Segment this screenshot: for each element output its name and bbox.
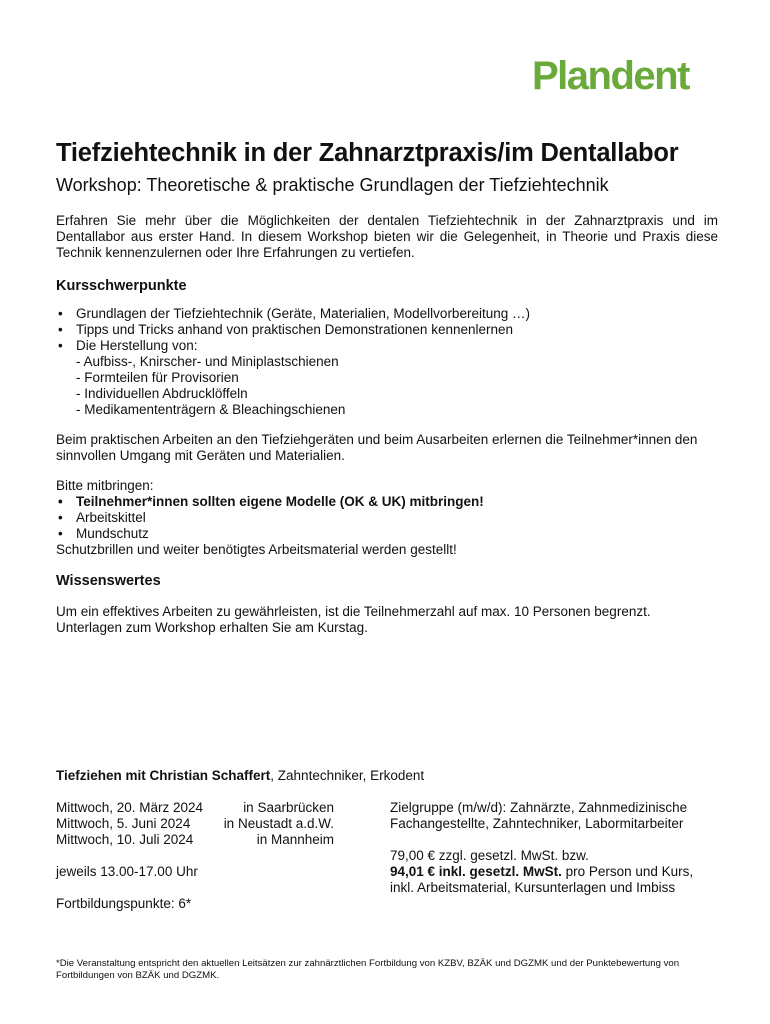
sub-item: - Aufbiss-, Knirscher- und Miniplastschienen xyxy=(76,353,339,369)
list-item: • Tipps und Tricks anhand von praktischen Demonstrationen kennenlernen xyxy=(56,322,718,338)
list-item-label: Die Herstellung von: xyxy=(76,337,198,353)
list-item: • Arbeitskittel xyxy=(56,510,718,526)
list-item: • Teilnehmer*innen sollten eigene Modelle (OK & UK) mitbringen! xyxy=(56,494,718,510)
training-points: Fortbildungspunkte: 6* xyxy=(56,896,192,911)
event-date: Mittwoch, 5. Juni 2024 xyxy=(56,816,191,831)
date-row xyxy=(56,832,334,848)
date-row xyxy=(56,800,334,816)
kurs-list xyxy=(56,306,718,418)
wissenswertes-heading: Wissenswertes xyxy=(56,572,161,589)
kurs-sublist xyxy=(76,354,718,418)
schedule-column xyxy=(56,800,334,912)
event-location: in Neustadt a.d.W. xyxy=(223,816,334,831)
kursschwerpunkte-heading: Kursschwerpunkte xyxy=(56,277,187,294)
event-date: Mittwoch, 10. Juli 2024 xyxy=(56,832,194,847)
main-content xyxy=(56,138,718,636)
instructor-name: Tiefziehen mit Christian Schaffert xyxy=(56,768,271,783)
price-gross xyxy=(390,864,720,896)
instructor-line xyxy=(56,768,424,784)
footnote: *Die Veranstaltung entspricht den aktuellen Leitsätzen zur zahnärztlichen Fortbildung von KZBV, BZÄK und DGZMK und der Punktebewertung von Fortbildungen von BZÄK und DGZMK. xyxy=(56,958,680,981)
event-location: in Mannheim xyxy=(256,832,334,847)
price-gross-rest: pro Person und Kurs, inkl. Arbeitsmaterial, Kursunterlagen und Imbiss xyxy=(390,864,694,895)
intro-paragraph: Erfahren Sie mehr über die Möglichkeiten der dentalen Tiefziehtechnik in der Zahnarztpraxis und im Dentallabor aus erster Hand. In diesem Workshop bieten wir die Gelegenheit, in Theorie und Praxis diese Technik kennenzulernen oder Ihre Erfahrungen zu vertiefen. xyxy=(56,212,718,260)
target-group: Zielgruppe (m/w/d): Zahnärzte, Zahnmedizinische Fachangestellte, Zahntechniker, Labormitarbeiter xyxy=(390,800,688,831)
list-item: • Mundschutz xyxy=(56,526,718,542)
bring-note: Schutzbrillen und weiter benötigtes Arbeitsmaterial werden gestellt! xyxy=(56,541,457,557)
date-row xyxy=(56,816,334,832)
page-subtitle: Workshop: Theoretische & praktische Grundlagen der Tiefziehtechnik xyxy=(56,174,609,195)
price-net: 79,00 € zzgl. gesetzl. MwSt. bzw. xyxy=(390,848,589,863)
event-location: in Saarbrücken xyxy=(243,800,334,815)
list-item xyxy=(56,338,718,418)
event-date: Mittwoch, 20. März 2024 xyxy=(56,800,204,815)
price-gross-bold: 94,01 € inkl. gesetzl. MwSt. xyxy=(390,864,562,879)
wissen-line-1: Um ein effektives Arbeiten zu gewährleisten, ist die Teilnehmerzahl auf max. 10 Personen begrenzt. xyxy=(56,603,651,619)
plandent-logo: Plandent xyxy=(532,54,689,98)
details-column xyxy=(390,800,720,896)
sub-item: - Individuellen Abdrucklöffeln xyxy=(76,385,248,401)
event-times: jeweils 13.00-17.00 Uhr xyxy=(56,864,198,879)
sub-item: - Formteilen für Provisorien xyxy=(76,369,239,385)
bring-list xyxy=(56,494,718,542)
sub-item: - Medikamententrägern & Bleachingschienen xyxy=(76,401,346,417)
page-title: Tiefziehtechnik in der Zahnarztpraxis/im Dentallabor xyxy=(56,139,679,167)
bring-intro: Bitte mitbringen: xyxy=(56,477,154,493)
list-item: • Grundlagen der Tiefziehtechnik (Geräte, Materialien, Modellvorbereitung …) xyxy=(56,306,718,322)
wissen-line-2: Unterlagen zum Workshop erhalten Sie am Kurstag. xyxy=(56,619,368,635)
instructor-role: , Zahntechniker, Erkodent xyxy=(270,768,425,783)
practice-paragraph: Beim praktischen Arbeiten an den Tiefziehgeräten und beim Ausarbeiten erlernen die Teilnehmer*innen den sinnvollen Umgang mit Geräten und Materialien. xyxy=(56,431,698,463)
